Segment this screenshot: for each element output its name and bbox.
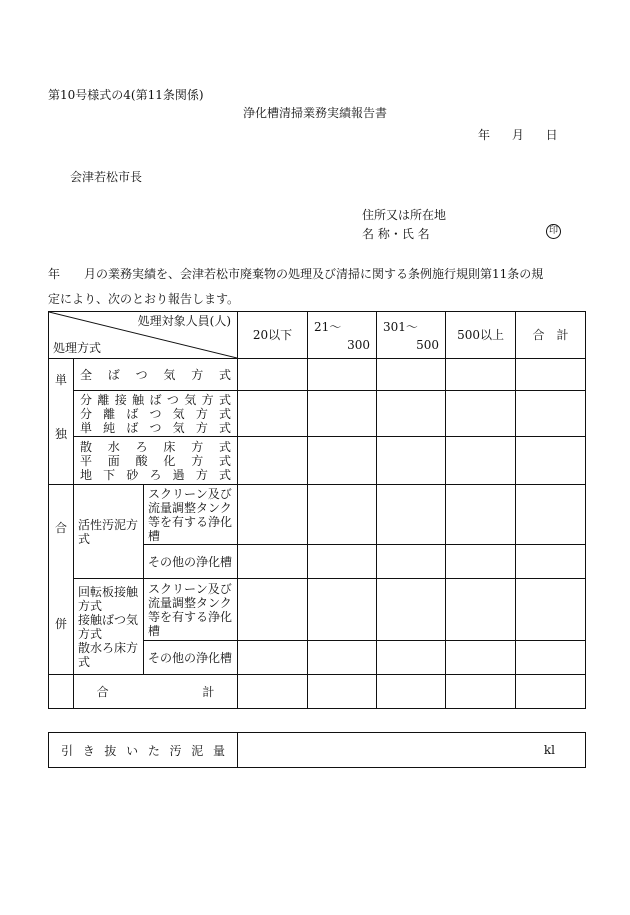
- cell[interactable]: [446, 641, 516, 675]
- cell[interactable]: [308, 579, 377, 641]
- cell[interactable]: [446, 579, 516, 641]
- cell[interactable]: [377, 437, 446, 485]
- cell[interactable]: [308, 437, 377, 485]
- cell[interactable]: [308, 641, 377, 675]
- cell[interactable]: [238, 437, 308, 485]
- col-301-bottom: 500: [416, 338, 440, 352]
- header-target-label: 処理対象人員(人): [137, 314, 232, 328]
- cell[interactable]: [446, 485, 516, 545]
- sludge-label: 引き抜いた汚泥量: [49, 733, 238, 768]
- col-header-20: 20以下: [238, 312, 308, 359]
- cell[interactable]: [516, 437, 586, 485]
- cell[interactable]: [377, 485, 446, 545]
- method-separation-aeration: 分離ばつ気方式: [80, 406, 232, 421]
- cell[interactable]: [516, 391, 586, 437]
- sub-other-1: その他の浄化槽: [144, 545, 238, 579]
- category-combined-2: 併: [54, 617, 67, 631]
- method-simple-aeration: 単純ばつ気方式: [80, 420, 232, 435]
- cell[interactable]: [377, 359, 446, 391]
- cell[interactable]: [516, 675, 586, 709]
- cell[interactable]: [238, 641, 308, 675]
- cell[interactable]: [377, 579, 446, 641]
- cell[interactable]: [308, 359, 377, 391]
- col-header-total: 合 計: [516, 312, 586, 359]
- body-line-2: 定により、次のとおり報告します。: [48, 292, 240, 306]
- cell[interactable]: [377, 391, 446, 437]
- cell[interactable]: [516, 485, 586, 545]
- cell[interactable]: [377, 641, 446, 675]
- page-title: 浄化槽清掃業務実績報告書: [242, 106, 387, 120]
- sub-other-2: その他の浄化槽: [144, 641, 238, 675]
- method-group-filter: [74, 437, 238, 485]
- cell[interactable]: [238, 545, 308, 579]
- col-301-top: 301～: [383, 320, 418, 334]
- addressee: 会津若松市長: [70, 170, 143, 184]
- cell[interactable]: [516, 579, 586, 641]
- cell[interactable]: [238, 579, 308, 641]
- header-diagonal-cell: [49, 312, 238, 359]
- method-surface-oxidation: 平面酸化方式: [80, 453, 232, 468]
- cell[interactable]: [308, 485, 377, 545]
- method-trickling-filter-2: 散水ろ床方式: [78, 640, 139, 669]
- category-single-1: 単: [54, 373, 67, 387]
- cell[interactable]: [238, 485, 308, 545]
- cell[interactable]: [446, 675, 516, 709]
- col-21-bottom: 300: [347, 338, 371, 352]
- cell[interactable]: [238, 359, 308, 391]
- method-group-separation: [74, 391, 238, 437]
- cell[interactable]: [516, 359, 586, 391]
- category-single-2: 独: [54, 427, 67, 441]
- cell[interactable]: [238, 391, 308, 437]
- cell[interactable]: [446, 391, 516, 437]
- report-table: [48, 311, 586, 709]
- cell[interactable]: [308, 545, 377, 579]
- date-line: 年 月 日: [478, 128, 558, 142]
- form-id: 第10号様式の4(第11条関係): [48, 88, 204, 102]
- sludge-unit: kl: [543, 743, 555, 757]
- col-header-301-500: [377, 312, 446, 359]
- cell[interactable]: [516, 641, 586, 675]
- category-combined: [49, 485, 74, 675]
- cell[interactable]: [377, 675, 446, 709]
- address-label: 住所又は所在地: [362, 208, 447, 222]
- col-21-top: 21～: [314, 320, 342, 334]
- sub-screen-2: スクリーン及び流量調整タンク等を有する浄化槽: [144, 579, 238, 641]
- method-contact-aeration: 接触ばつ気方式: [78, 612, 139, 641]
- col-header-500: 500以上: [446, 312, 516, 359]
- header-method-label: 処理方式: [53, 341, 102, 355]
- sludge-amount-field[interactable]: [238, 733, 586, 768]
- method-group-rotating: [74, 579, 144, 675]
- body-line-1: 年 月の業務実績を、会津若松市廃棄物の処理及び清掃に関する条例施行規則第11条の規: [48, 267, 544, 281]
- method-activated-sludge: 活性汚泥方式: [74, 485, 144, 579]
- method-rotating-contact: 回転板接触方式: [78, 584, 139, 613]
- cell[interactable]: [446, 545, 516, 579]
- category-combined-1: 合: [54, 521, 67, 535]
- col-header-21-300: [308, 312, 377, 359]
- cell[interactable]: [516, 545, 586, 579]
- method-full-aeration: 全ばつ気方式: [74, 359, 238, 391]
- cell[interactable]: [308, 675, 377, 709]
- total-blank: [49, 675, 74, 709]
- sub-screen-1: スクリーン及び流量調整タンク等を有する浄化槽: [144, 485, 238, 545]
- sludge-table: [48, 732, 586, 768]
- name-label: 名 称・氏 名: [362, 227, 430, 241]
- cell[interactable]: [446, 359, 516, 391]
- cell[interactable]: [446, 437, 516, 485]
- cell[interactable]: [308, 391, 377, 437]
- seal-mark: 印: [546, 224, 561, 239]
- method-trickling-filter: 散水ろ床方式: [80, 439, 232, 454]
- method-separation-contact: 分離接触ばつ気方式: [80, 392, 232, 407]
- cell[interactable]: [238, 675, 308, 709]
- cell[interactable]: [377, 545, 446, 579]
- category-single: [49, 359, 74, 485]
- method-underground-sand: 地下砂ろ過方式: [80, 467, 232, 482]
- total-label: 合 計: [74, 675, 238, 709]
